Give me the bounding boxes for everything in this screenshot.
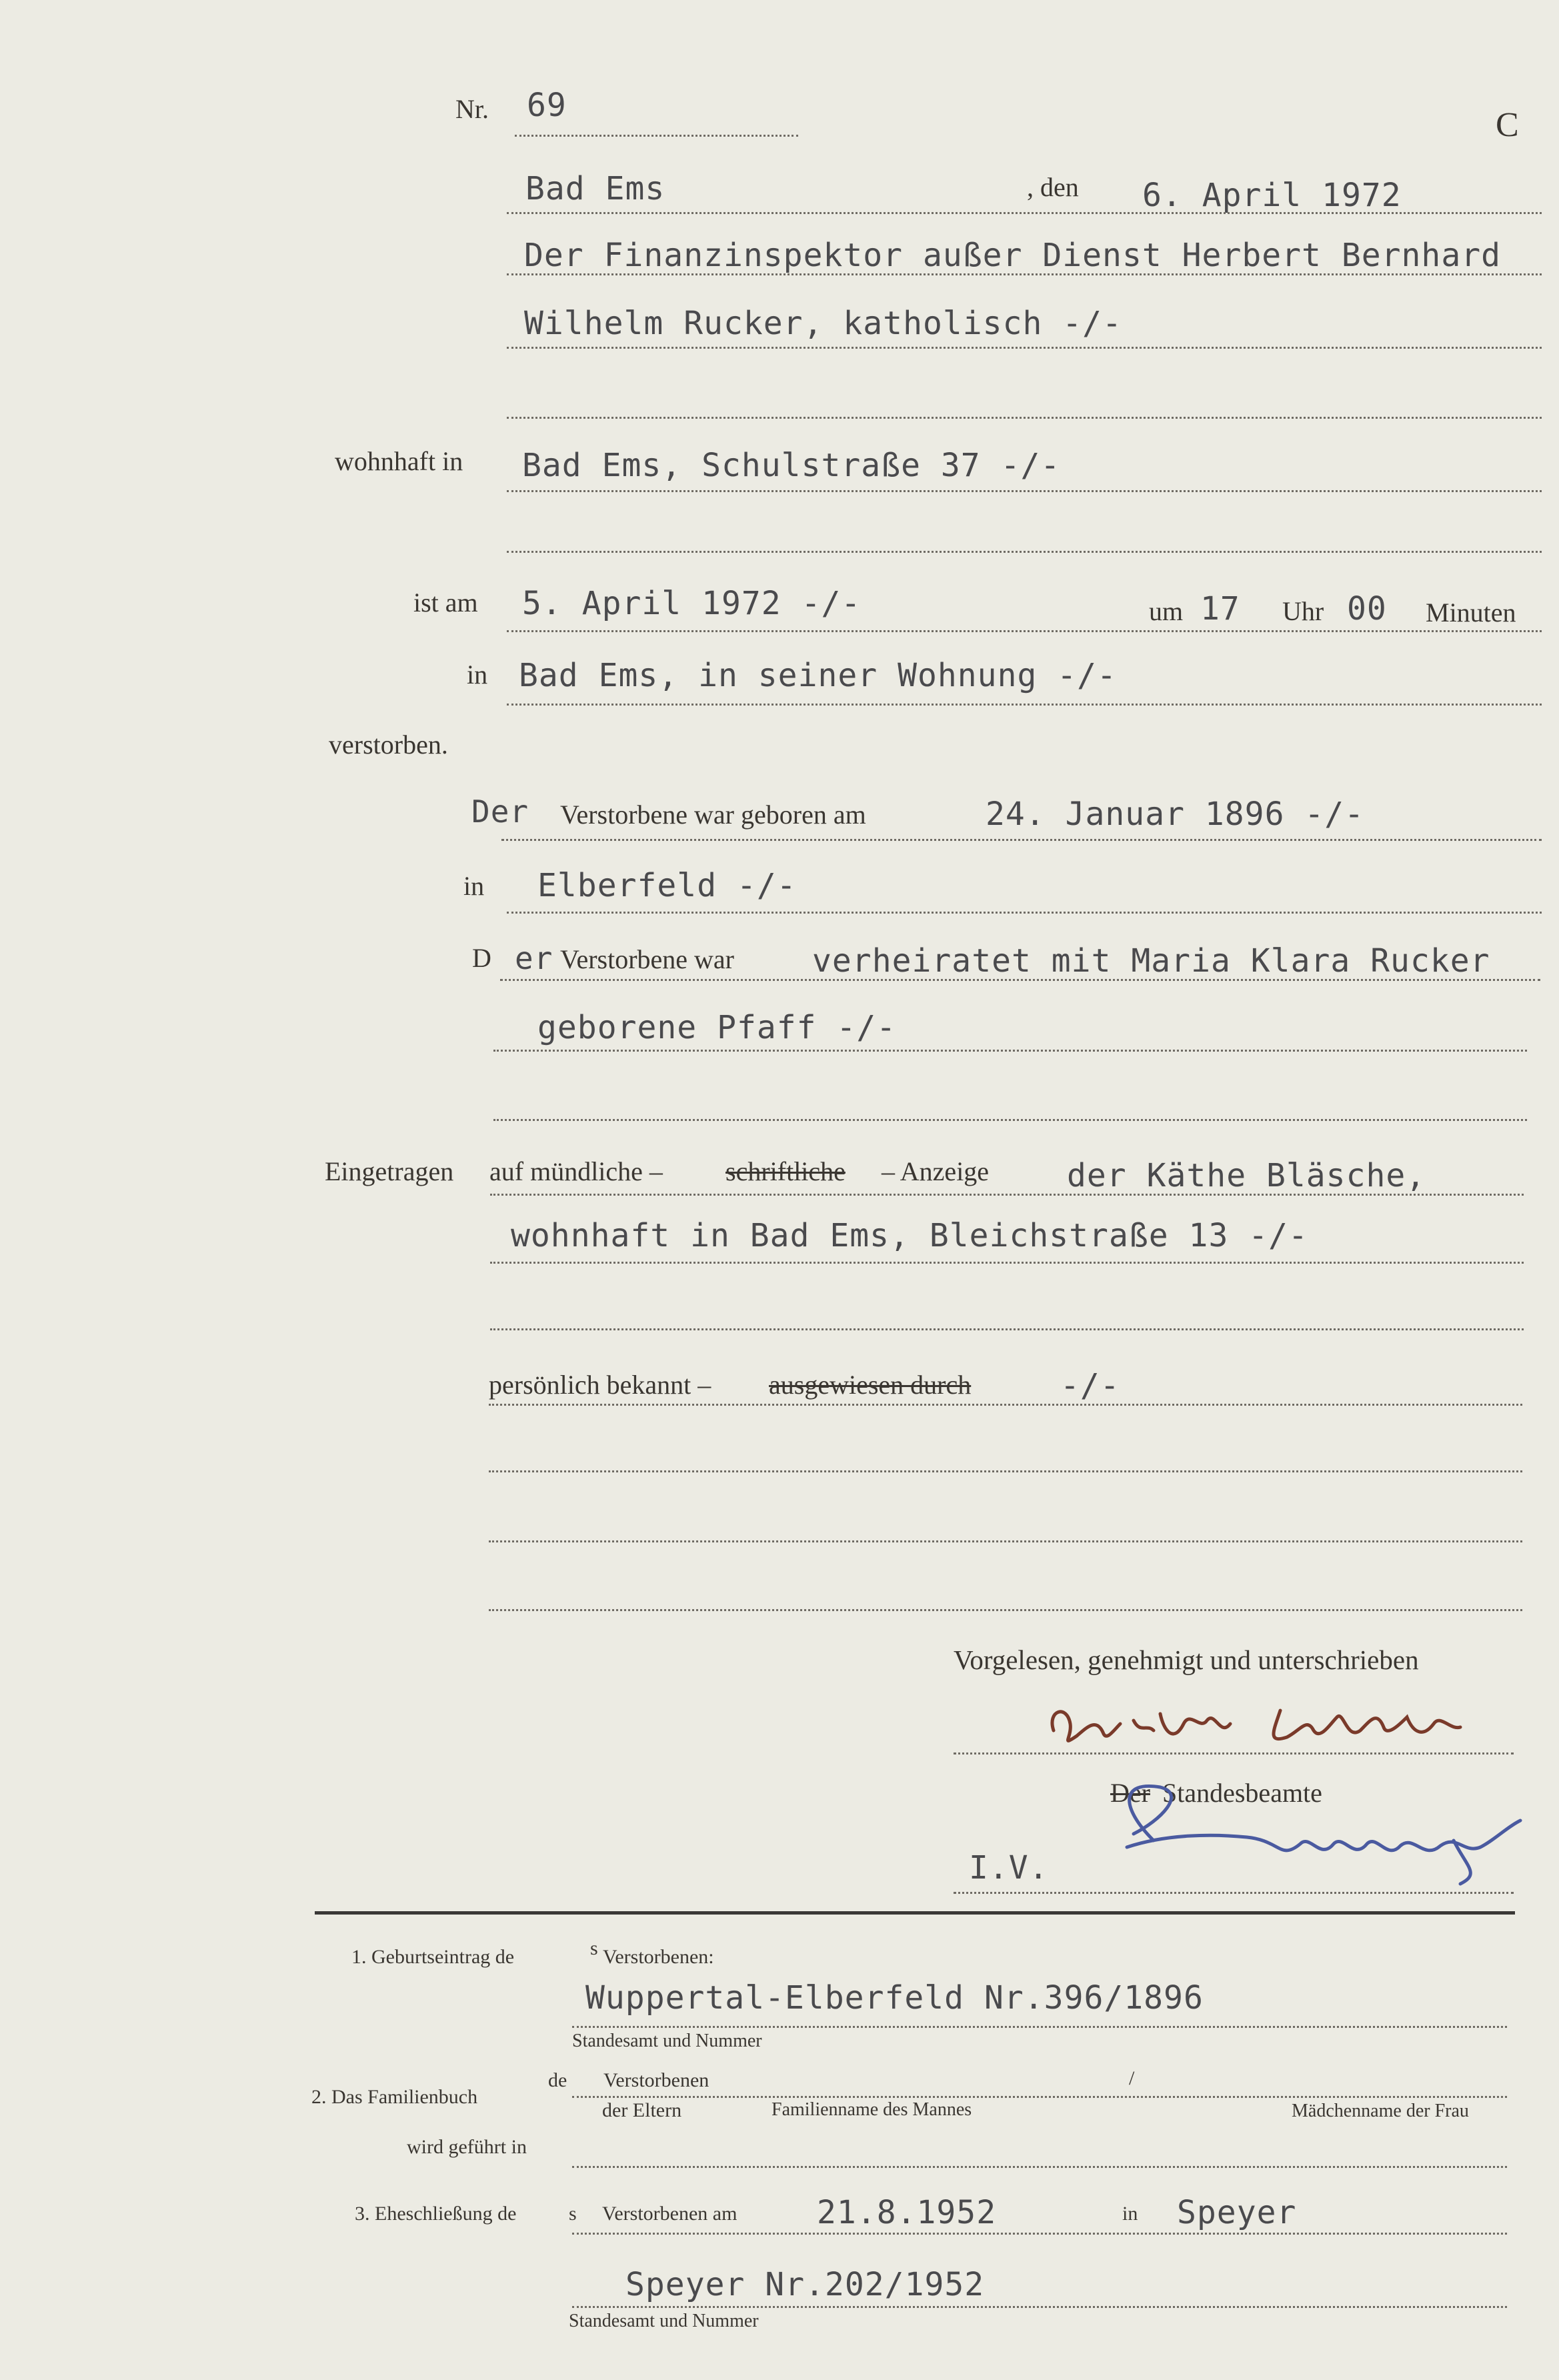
item3-line <box>572 2233 1507 2235</box>
residence-line2 <box>507 551 1542 553</box>
informant-line3-rule <box>490 1328 1524 1330</box>
footer-rule <box>315 1911 1515 1915</box>
item1-s: s <box>590 1937 598 1959</box>
der-typed: Der <box>471 794 529 830</box>
item3-in-label: in <box>1122 2203 1138 2225</box>
item3-registry-line <box>572 2306 1507 2308</box>
vorgelesen-text: Vorgelesen, genehmigt und unterschrieben <box>954 1644 1419 1675</box>
identification-value: -/- <box>1060 1367 1120 1404</box>
nr-label: Nr. <box>455 94 489 124</box>
place-value: Bad Ems <box>525 170 665 207</box>
ist-am-label: ist am <box>413 587 478 618</box>
item1-value: Wuppertal-Elberfeld Nr.396/1896 <box>585 1979 1204 2017</box>
persoenlich-label: persönlich bekannt – <box>489 1370 711 1400</box>
residence-value: Bad Ems, Schulstraße 37 -/- <box>522 447 1061 484</box>
marital-line1-rule <box>500 979 1540 981</box>
informant-line1: der Käthe Bläsche, <box>1067 1157 1426 1194</box>
item2-line2 <box>572 2166 1507 2168</box>
iv-label: I.V. <box>969 1849 1049 1887</box>
item3-verstorbenen-am: Verstorbenen am <box>602 2203 737 2225</box>
informant-line1-rule <box>490 1194 1524 1196</box>
identification-line2 <box>489 1470 1522 1472</box>
item3-s: s <box>569 2203 577 2225</box>
item2-slash: / <box>1129 2067 1135 2089</box>
item1-label: 1. Geburtseintrag de <box>351 1946 515 1968</box>
death-in-label: in <box>467 660 488 690</box>
item2-der-eltern: der Eltern <box>602 2099 682 2121</box>
verstorben-label: verstorben. <box>329 730 448 760</box>
marital-label: Verstorbene war <box>560 944 734 974</box>
birth-label: Verstorbene war geboren am <box>560 800 866 830</box>
familienname-caption: Familienname des Mannes <box>771 2099 972 2120</box>
item1-verstorbenen: Verstorbenen: <box>603 1946 714 1968</box>
item3-registry: Speyer Nr.202/1952 <box>625 2266 985 2303</box>
item1-line <box>572 2026 1507 2028</box>
anzeige-label: – Anzeige <box>882 1156 990 1186</box>
schriftliche-struck: schriftliche <box>725 1156 846 1186</box>
registrar-signature <box>1080 1767 1534 1901</box>
ausgewiesen-struck: ausgewiesen durch <box>769 1370 972 1400</box>
wird-gefuehrt-label: wird geführt in <box>407 2136 527 2158</box>
deceased-line2-rule <box>507 347 1542 349</box>
birth-place-line <box>507 912 1542 914</box>
marital-er-typed: er <box>515 940 553 976</box>
item2-verstorbenen: Verstorbenen <box>603 2069 709 2091</box>
auf-muendliche: auf mündliche – <box>489 1156 663 1186</box>
birth-date: 24. Januar 1896 -/- <box>986 796 1365 833</box>
nr-line <box>515 135 798 137</box>
marital-line3-rule <box>493 1119 1527 1121</box>
place-date-line <box>507 212 1542 214</box>
nr-value: 69 <box>527 87 567 124</box>
death-minutes: 00 <box>1347 590 1387 628</box>
date-value: 6. April 1972 <box>1142 177 1402 214</box>
deceased-line2: Wilhelm Rucker, katholisch -/- <box>524 305 1122 342</box>
birth-date-line <box>501 839 1542 841</box>
birth-in-label: in <box>463 871 485 901</box>
informant-line2-rule <box>490 1262 1524 1264</box>
birth-place: Elberfeld -/- <box>537 867 797 904</box>
um-label: um <box>1149 596 1184 626</box>
item3-standesamt-caption: Standesamt und Nummer <box>569 2311 759 2331</box>
maedchenname-caption: Mädchenname der Frau <box>1292 2101 1469 2121</box>
item3-place: Speyer <box>1177 2194 1297 2231</box>
deceased-line3-rule <box>507 417 1542 419</box>
deceased-line1: Der Finanzinspektor außer Dienst Herbert Bernhard <box>524 237 1502 274</box>
registrar-signature-line <box>954 1892 1514 1894</box>
den-label: , den <box>1027 172 1079 202</box>
identification-line1 <box>489 1404 1522 1406</box>
informant-line2: wohnhaft in Bad Ems, Bleichstraße 13 -/- <box>511 1217 1308 1254</box>
marital-line1: verheiratet mit Maria Klara Rucker <box>812 942 1490 980</box>
deceased-line1-rule <box>507 273 1542 275</box>
item3-date: 21.8.1952 <box>817 2194 997 2231</box>
identification-line4 <box>489 1609 1522 1611</box>
death-date: 5. April 1972 -/- <box>522 585 862 622</box>
minuten-label: Minuten <box>1426 598 1516 628</box>
standesbeamte-label: Standesbeamte <box>1162 1778 1322 1808</box>
marital-line2: geborene Pfaff -/- <box>537 1009 897 1046</box>
corner-letter: C <box>1496 106 1519 144</box>
marital-line2-rule <box>493 1050 1527 1052</box>
death-hour: 17 <box>1200 590 1240 628</box>
item2-label: 2. Das Familienbuch <box>311 2086 478 2108</box>
uhr-label: Uhr <box>1282 596 1324 626</box>
informant-signature <box>1040 1684 1500 1764</box>
item1-standesamt-caption: Standesamt und Nummer <box>572 2031 762 2051</box>
residence-line <box>507 490 1542 492</box>
item2-de: de <box>548 2069 567 2091</box>
der-struck: Der <box>1110 1778 1150 1808</box>
informant-signature-line <box>954 1752 1514 1754</box>
item3-label: 3. Eheschließung de <box>355 2203 517 2225</box>
death-place: Bad Ems, in seiner Wohnung -/- <box>519 657 1117 694</box>
residence-label: wohnhaft in <box>335 446 463 476</box>
registration-label: Eingetragen <box>325 1156 454 1186</box>
marital-d-label: D <box>472 943 491 973</box>
identification-line3 <box>489 1540 1522 1542</box>
death-place-line <box>507 704 1542 706</box>
item2-line <box>572 2096 1507 2098</box>
death-date-line <box>507 630 1542 632</box>
